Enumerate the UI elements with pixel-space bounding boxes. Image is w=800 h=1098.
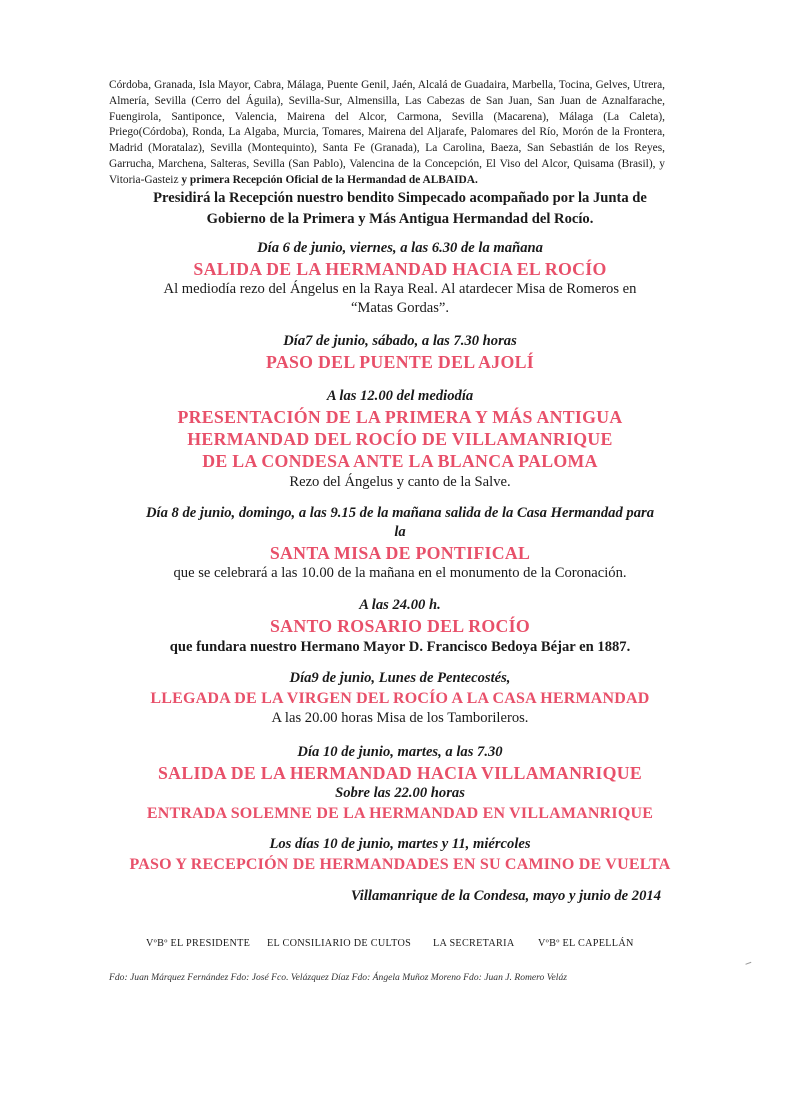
event-3-title-1: PRESENTACIÓN DE LA PRIMERA Y MÁS ANTIGUA	[177, 407, 623, 427]
event-3-title-3: DE LA CONDESA ANTE LA BLANCA PALOMA	[202, 451, 598, 471]
closing-place-date: Villamanrique de la Condesa, mayo y junio de 2014	[350, 888, 661, 904]
presidency-line-2: Gobierno de la Primera y Más Antigua Hermandad del Rocío.	[206, 211, 594, 227]
event-3	[100, 386, 700, 492]
event-8	[100, 834, 700, 875]
signature-chaplain: VºBº EL CAPELLÁN	[538, 938, 634, 949]
event-7	[100, 742, 700, 824]
event-1-title: SALIDA DE LA HERMANDAD HACIA EL ROCÍO	[193, 259, 607, 279]
event-7-date: Día 10 de junio, martes, a las 7.30	[297, 744, 503, 760]
intro-list: Córdoba, Granada, Isla Mayor, Cabra, Málaga, Puente Genil, Jaén, Alcalá de Guadaira, Marbella, Tocina, Gelves, Utrera, Almería, Sevilla (Cerro del Águila), Sevilla-Sur, Almensilla, Las Cabezas de San Juan, San Juan de Aznalfarache, Fuengirola, Santiponce, Valencia, Mairena del Alcor, Carmona, Sevilla (Macarena), Málaga (La Caleta), Priego(Córdoba), Ronda, La Algaba, Murcia, Tomares, Mairena del Aljarafe, Palomares del Río, Morón de la Frontera, Madrid (Moratalaz), Sevilla (Montequinto), Santa Fe (Granada), La Carolina, Baeza, San Sebastián de los Reyes, Garrucha, Marchena, Salteras, Sevilla (San Pablo), Valencina de la Concepción, El Viso del Alcor, Quisama (Brasil), y Vitoria-Gasteiz	[109, 79, 665, 186]
event-7-title: SALIDA DE LA HERMANDAD HACIA VILLAMANRIQUE	[157, 763, 643, 783]
event-2	[100, 331, 700, 373]
event-4-title: SANTA MISA DE PONTIFICAL	[269, 543, 531, 563]
event-5-title: SANTO ROSARIO DEL ROCÍO	[269, 616, 530, 636]
signature-president: VºBº EL PRESIDENTE	[146, 938, 251, 949]
event-1-desc-2: “Matas Gordas”.	[350, 300, 450, 316]
event-3-desc: Rezo del Ángelus y canto de la Salve.	[289, 474, 511, 490]
event-6	[100, 668, 700, 728]
event-3-date: A las 12.00 del mediodía	[326, 388, 474, 404]
event-2-date: Día7 de junio, sábado, a las 7.30 horas	[283, 333, 517, 349]
event-6-desc: A las 20.00 horas Misa de los Tamborileros.	[271, 710, 529, 726]
presidency-notice	[100, 188, 700, 230]
event-6-title: LLEGADA DE LA VIRGEN DEL ROCÍO A LA CASA HERMANDAD	[150, 690, 650, 707]
presidency-line-1: Presidirá la Recepción nuestro bendito Simpecado acompañado por la Junta de	[153, 190, 647, 206]
intro-paragraph	[109, 78, 665, 189]
event-7-title-2: ENTRADA SOLEMNE DE LA HERMANDAD EN VILLAMANRIQUE	[146, 805, 654, 822]
event-5-date: A las 24.00 h.	[359, 597, 441, 613]
event-3-title-2: HERMANDAD DEL ROCÍO DE VILLAMANRIQUE	[187, 429, 613, 449]
intro-bold-tail: y primera Recepción Oficial de la Hermandad de ALBAIDA.	[181, 173, 478, 186]
event-1-desc-1: Al mediodía rezo del Ángelus en la Raya Real. Al atardecer Misa de Romeros en	[163, 281, 637, 297]
event-6-date: Día9 de junio, Lunes de Pentecostés,	[289, 670, 511, 686]
event-5-desc: que fundara nuestro Hermano Mayor D. Francisco Bedoya Béjar en 1887.	[169, 639, 631, 655]
event-5	[100, 595, 700, 657]
signed-by-line: Fdo: Juan Márquez Fernández Fdo: José Fco. Velázquez Díaz Fdo: Ángela Muñoz Moreno Fdo: Juan J. Romero Veláz	[109, 972, 568, 983]
event-2-title: PASO DEL PUENTE DEL AJOLÍ	[265, 352, 535, 372]
event-8-title: PASO Y RECEPCIÓN DE HERMANDADES EN SU CAMINO DE VUELTA	[129, 856, 671, 873]
event-1	[100, 238, 700, 318]
event-1-date: Día 6 de junio, viernes, a las 6.30 de la mañana	[257, 240, 543, 256]
signature-secretary: LA SECRETARIA	[433, 938, 515, 949]
event-7-subtime: Sobre las 22.00 horas	[335, 785, 465, 801]
scan-mark	[743, 954, 752, 965]
event-4	[100, 504, 700, 583]
event-4-date-1: Día 8 de junio, domingo, a las 9.15 de la mañana salida de la Casa Hermandad para	[146, 505, 654, 521]
event-8-date: Los días 10 de junio, martes y 11, miércoles	[269, 836, 531, 852]
signature-counselor: EL CONSILIARIO DE CULTOS	[267, 938, 412, 949]
event-4-desc: que se celebrará a las 10.00 de la mañana en el monumento de la Coronación.	[173, 565, 627, 581]
event-4-date-2: la	[394, 524, 406, 540]
